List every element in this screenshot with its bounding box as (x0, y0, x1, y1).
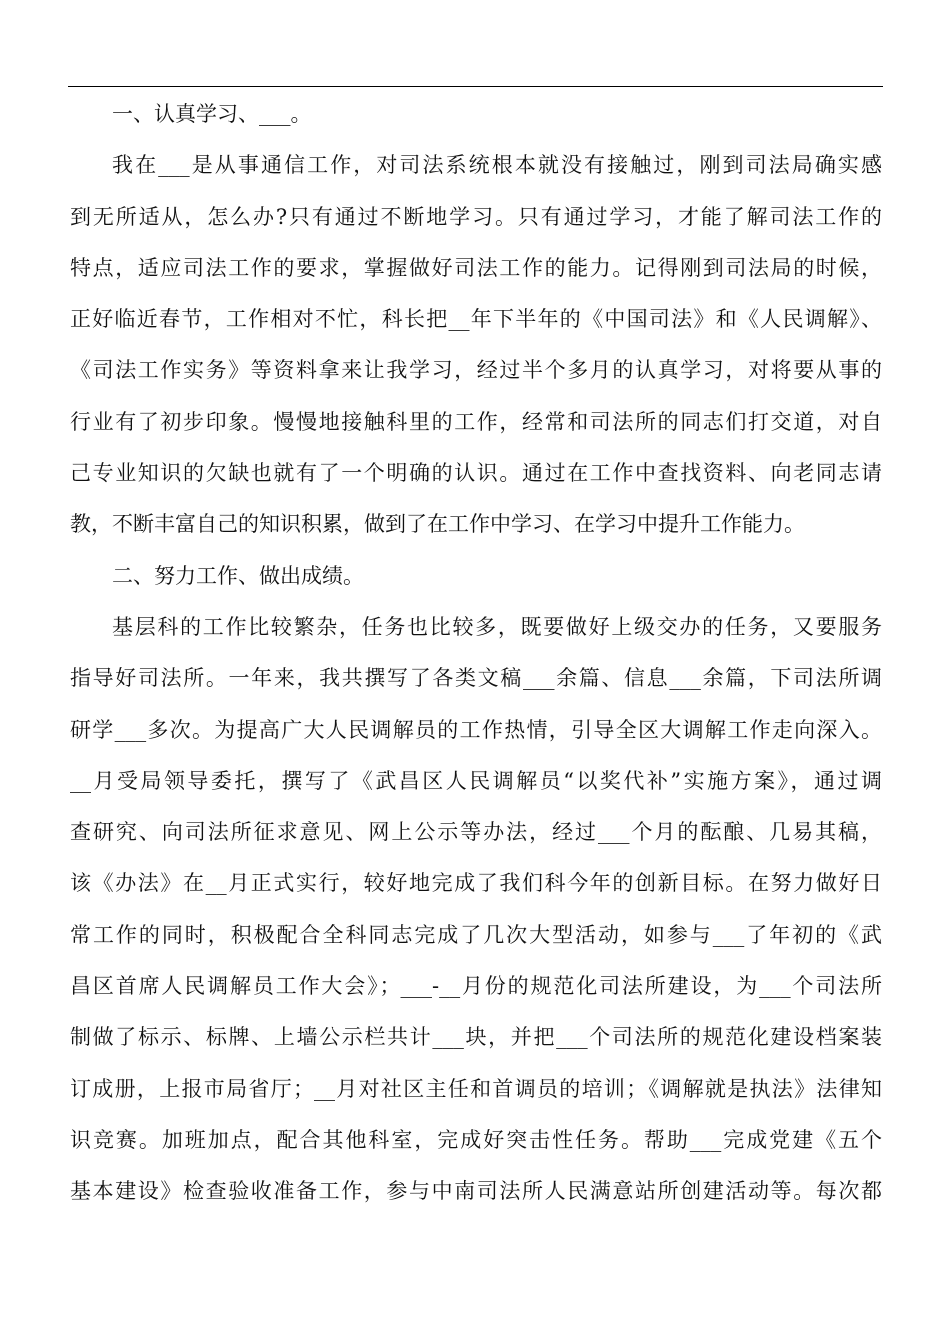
paragraph-line: 指导好司法所。一年来，我共撰写了各类文稿___余篇、信息___余篇，下司法所调 (70, 666, 882, 691)
section-heading-1: 一、认真学习、___。 (112, 102, 312, 126)
paragraph-line: 基本建设》检查验收准备工作，参与中南司法所人民满意站所创建活动等。每次都 (70, 1179, 882, 1204)
paragraph-line: __月受局领导委托，撰写了《武昌区人民调解员“以奖代补”实施方案》，通过调 (70, 768, 882, 793)
paragraph-line: 识竞赛。加班加点，配合其他科室，完成好突击性任务。帮助___完成党建《五个 (70, 1127, 882, 1152)
document-body (70, 96, 882, 1225)
paragraph-line: 查研究、向司法所征求意见、网上公示等办法，经过___个月的酝酿、几易其稿， (70, 820, 882, 845)
paragraph-line: 特点，适应司法工作的要求，掌握做好司法工作的能力。记得刚到司法局的时候， (70, 255, 882, 280)
paragraph-line: 我在___是从事通信工作，对司法系统根本就没有接触过，刚到司法局确实感 (112, 153, 882, 178)
paragraph-line: 《司法工作实务》等资料拿来让我学习，经过半个多月的认真学习，对将要从事的 (70, 358, 882, 383)
paragraph-line: 昌区首席人民调解员工作大会》；___-__月份的规范化司法所建设，为___个司法所 (70, 974, 882, 999)
paragraph-line: 制做了标示、标牌、上墙公示栏共计___块，并把___个司法所的规范化建设档案装 (70, 1025, 882, 1050)
paragraph-line: 研学___多次。为提高广大人民调解员的工作热情，引导全区大调解工作走向深入。 (70, 717, 882, 742)
paragraph-line: 到无所适从，怎么办?只有通过不断地学习。只有通过学习，才能了解司法工作的 (70, 204, 882, 229)
paragraph-line: 订成册，上报市局省厅；__月对社区主任和首调员的培训；《调解就是执法》法律知 (70, 1076, 882, 1101)
section-heading-2: 二、努力工作、做出成绩。 (112, 563, 364, 588)
paragraph-line: 教，不断丰富自己的知识积累，做到了在工作中学习、在学习中提升工作能力。 (70, 512, 805, 537)
header-rule (68, 86, 883, 87)
paragraph-line: 该《办法》在__月正式实行，较好地完成了我们科今年的创新目标。在努力做好日 (70, 871, 882, 896)
paragraph-line: 己专业知识的欠缺也就有了一个明确的认识。通过在工作中查找资料、向老同志请 (70, 461, 882, 486)
paragraph-line: 常工作的同时，积极配合全科同志完成了几次大型活动，如参与___了年初的《武 (70, 922, 882, 947)
paragraph-line: 基层科的工作比较繁杂，任务也比较多，既要做好上级交办的任务，又要服务 (112, 614, 882, 639)
paragraph-line: 行业有了初步印象。慢慢地接触科里的工作，经常和司法所的同志们打交道，对自 (70, 409, 882, 434)
paragraph-line: 正好临近春节，工作相对不忙，科长把__年下半年的《中国司法》和《人民调解》、 (70, 307, 882, 332)
